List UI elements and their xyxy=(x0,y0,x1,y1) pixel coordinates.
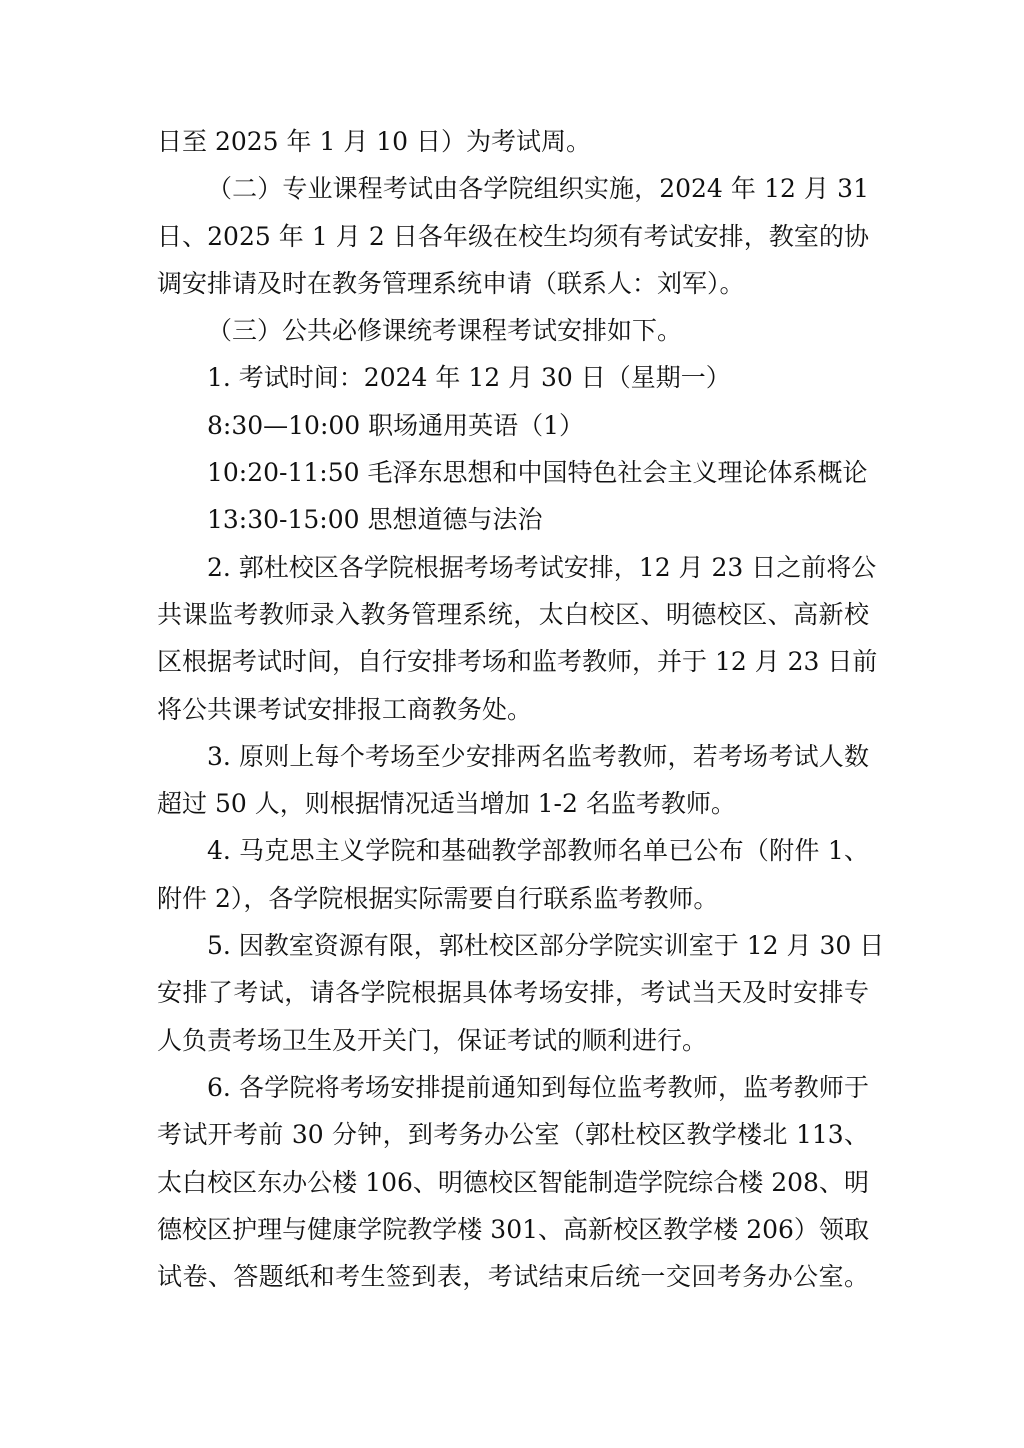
text-line: 1. 考试时间：2024 年 12 月 30 日（星期一） xyxy=(207,363,731,393)
text-line: （二）专业课程考试由各学院组织实施，2024 年 12 月 31 xyxy=(207,174,869,204)
text-line: 10:20-11:50 毛泽东思想和中国特色社会主义理论体系概论 xyxy=(207,458,868,488)
text-line: 日、2025 年 1 月 2 日各年级在校生均须有考试安排，教室的协 xyxy=(157,221,869,251)
text-line: 调安排请及时在教务管理系统申请（联系人：刘军）。 xyxy=(157,268,745,298)
text-line: 超过 50 人，则根据情况适当增加 1-2 名监考教师。 xyxy=(157,789,736,819)
text-line: 4. 马克思主义学院和基础教学部教师名单已公布（附件 1、 xyxy=(207,836,869,866)
text-line: 考试开考前 30 分钟，到考务办公室（郭杜校区教学楼北 113、 xyxy=(157,1120,869,1150)
text-line: （三）公共必修课统考课程考试安排如下。 xyxy=(207,316,683,346)
text-line: 8:30—10:00 职场通用英语（1） xyxy=(207,410,585,440)
text-line: 日至 2025 年 1 月 10 日）为考试周。 xyxy=(157,127,592,156)
text-line: 人负责考场卫生及开关门，保证考试的顺利进行。 xyxy=(157,1025,708,1055)
text-line: 将公共课考试安排报工商教务处。 xyxy=(157,694,533,724)
text-line: 3. 原则上每个考场至少安排两名监考教师，若考场考试人数 xyxy=(207,741,869,771)
text-line: 德校区护理与健康学院教学楼 301、高新校区教学楼 206）领取 xyxy=(157,1214,869,1244)
document-body xyxy=(157,118,885,1300)
text-line: 附件 2），各学院根据实际需要自行联系监考教师。 xyxy=(157,883,719,913)
text-line: 2. 郭杜校区各学院根据考场考试安排，12 月 23 日之前将公 xyxy=(207,552,877,582)
text-line: 共课监考教师录入教务管理系统，太白校区、明德校区、高新校 xyxy=(157,599,869,629)
text-line: 区根据考试时间，自行安排考场和监考教师，并于 12 月 23 日前 xyxy=(157,647,878,677)
text-line: 13:30-15:00 思想道德与法治 xyxy=(207,505,543,535)
text-line: 6. 各学院将考场安排提前通知到每位监考教师，监考教师于 xyxy=(207,1072,869,1102)
text-line: 5. 因教室资源有限，郭杜校区部分学院实训室于 12 月 30 日 xyxy=(207,931,885,961)
text-line: 试卷、答题纸和考生签到表，考试结束后统一交回考务办公室。 xyxy=(157,1262,869,1292)
text-line: 太白校区东办公楼 106、明德校区智能制造学院综合楼 208、明 xyxy=(157,1167,869,1197)
text-line: 安排了考试，请各学院根据具体考场安排，考试当天及时安排专 xyxy=(157,978,869,1008)
